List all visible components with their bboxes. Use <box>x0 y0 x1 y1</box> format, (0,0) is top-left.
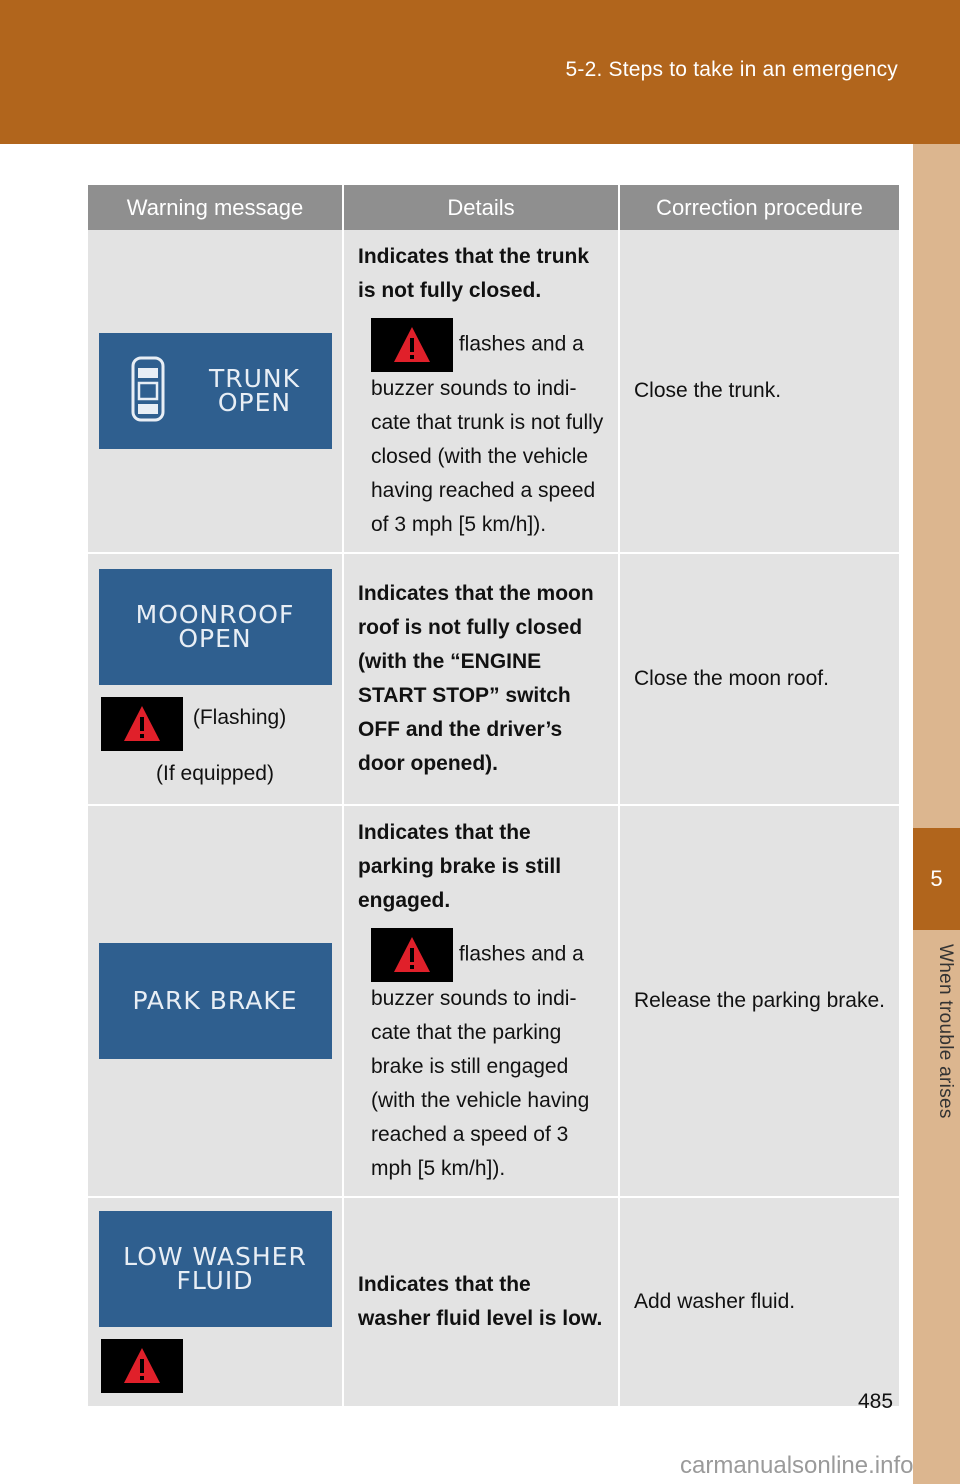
details-cell <box>343 553 619 805</box>
park-brake-display <box>99 943 332 1059</box>
warning-triangle-icon <box>101 697 183 751</box>
correction-text: Add washer fluid. <box>634 1290 796 1313</box>
warning-message-cell <box>88 553 343 805</box>
display-text: TRUNK OPEN <box>208 364 300 417</box>
warning-triangle-icon <box>101 1339 183 1393</box>
warning-triangle-icon <box>371 318 453 372</box>
details-text: buzzer sounds to indi-cate that trunk is not fully closed (with the vehicle having reached a speed of 3 mph [5 km/h]). <box>371 377 604 536</box>
low-washer-fluid-display <box>99 1211 332 1327</box>
details-summary: Indicates that the parking brake is still engaged. <box>358 821 562 912</box>
details-after-icon: flashes and a <box>458 332 584 356</box>
details-after-icon: flashes and a <box>458 942 584 966</box>
table-row <box>88 553 899 805</box>
chapter-tab <box>913 828 960 930</box>
display-text: MOONROOF OPEN <box>135 600 295 653</box>
header-bar <box>0 0 960 144</box>
correction-cell <box>619 1197 899 1407</box>
trunk-open-display <box>99 333 332 449</box>
table-row <box>88 1197 899 1407</box>
display-text: LOW WASHER FLUID <box>123 1242 307 1295</box>
page-number: 485 <box>858 1390 894 1413</box>
warning-triangle-icon <box>371 928 453 982</box>
moonroof-open-display <box>99 569 332 685</box>
table-row <box>88 230 899 553</box>
correction-text: Close the moon roof. <box>634 667 829 690</box>
details-summary: Indicates that the trunk is not fully closed. <box>358 245 590 302</box>
column-header: Warning message <box>88 185 343 230</box>
details-text: buzzer sounds to indi-cate that the parking brake is still engaged (with the vehicle having reached a speed of 3 mph [5 km/h]). <box>371 987 590 1180</box>
side-strip <box>913 144 960 1484</box>
warning-message-cell <box>88 805 343 1197</box>
details-summary: Indicates that the moon roof is not fully closed (with the “ENGINE START STOP” switch OFF and the driver’s door opened). <box>358 582 594 775</box>
car-top-view-icon <box>130 356 166 426</box>
table-row <box>88 805 899 1197</box>
column-header: Correction procedure <box>619 185 899 230</box>
chapter-number: 5 <box>930 866 943 891</box>
details-cell <box>343 230 619 553</box>
correction-cell <box>619 553 899 805</box>
section-title: 5-2. Steps to take in an emergency <box>565 58 898 81</box>
display-text: PARK BRAKE <box>132 986 298 1015</box>
warning-message-cell <box>88 1197 343 1407</box>
warning-message-cell <box>88 230 343 553</box>
correction-cell <box>619 805 899 1197</box>
correction-text: Release the parking brake. <box>634 989 885 1012</box>
correction-cell <box>619 230 899 553</box>
details-summary: Indicates that the washer fluid level is low. <box>358 1273 603 1330</box>
details-cell <box>343 805 619 1197</box>
column-header: Details <box>343 185 619 230</box>
if-equipped-label: (If equipped) <box>156 762 274 785</box>
warning-message-table <box>88 185 899 1408</box>
watermark: carmanualsonline.info <box>680 1452 914 1479</box>
table-header-row <box>88 185 899 230</box>
chapter-label: When trouble arises <box>935 944 956 1119</box>
correction-text: Close the trunk. <box>634 379 782 402</box>
details-cell <box>343 1197 619 1407</box>
flashing-label: (Flashing) <box>192 705 287 729</box>
